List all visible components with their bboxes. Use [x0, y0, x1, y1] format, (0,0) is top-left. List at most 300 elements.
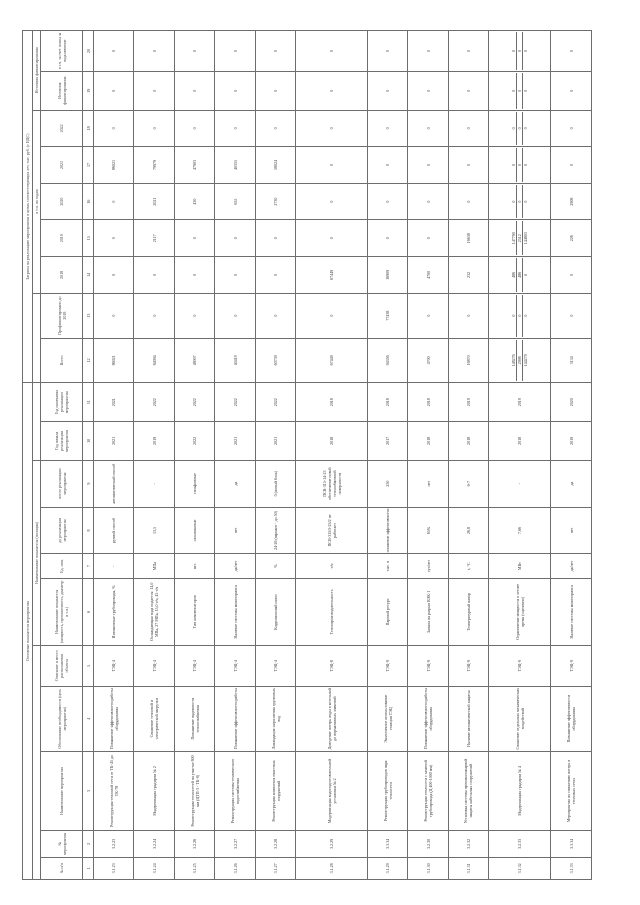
table-cell-name: Мероприятия по снижению потерь в тепловых сетях [551, 751, 592, 830]
rotated-table-wrapper [22, 30, 592, 880]
table-subcell: 0 [522, 73, 528, 109]
table-cell-source: 0 [367, 71, 407, 110]
table-cell-code: 3.2.27 [215, 831, 255, 857]
table-cell-y2022: 0 [94, 110, 134, 147]
table-cell-y2018: 0 [215, 257, 255, 294]
table-cell-source [489, 71, 551, 110]
table-cell-code: 3.3.34 [367, 831, 407, 857]
table-cell-y2021: 40355 [215, 147, 255, 184]
table-cell-source: 0 [215, 71, 255, 110]
table-cell-y2022: 0 [134, 110, 174, 147]
table-cell-purpose: Повышение эффективности работы оборудования [94, 686, 134, 751]
table-cell-end: 2019 [448, 383, 488, 422]
table-cell-after: - [134, 460, 174, 507]
table-row [551, 31, 592, 880]
table-cell-name: Модернизация градирни № 4 [489, 751, 551, 830]
table-cell-n: 3.1.27 [255, 857, 295, 879]
table-cell-y2018: 232 [448, 257, 488, 294]
column-number: 11 [83, 383, 94, 422]
sub-header-by-years: в т.ч. по годам [33, 110, 41, 293]
table-cell-y2020: 0 [408, 183, 448, 220]
table-cell-indicator: Температурный напор [448, 578, 488, 645]
table-cell-unit: - [94, 554, 134, 578]
table-cell-code: 3.2.32 [448, 831, 488, 857]
investment-program-table [22, 30, 592, 880]
table-cell-name: Реконструкция трубопроводов пара теплосети [367, 751, 407, 830]
table-cell-place: ТЭЦ-9 [489, 645, 551, 686]
table-subcell: 0 [522, 258, 528, 292]
table-cell-indicator: Теплопроизводительность [296, 578, 368, 645]
table-cell-before: 13,5 [134, 507, 174, 554]
table-subcell: 0 [522, 32, 528, 70]
table-cell-connect: 0 [94, 31, 134, 72]
table-cell-y2018: 67449 [296, 257, 368, 294]
table-cell-total: 67449 [296, 338, 368, 383]
table-cell-end: 2020 [551, 383, 592, 422]
table-cell-start: 2019 [551, 422, 592, 461]
column-number: 18 [83, 110, 94, 147]
table-cell-name: Реконструкция теплосети с заменой трубопровода (Д 400-1000 мм) [408, 751, 448, 830]
table-subcell: 0 [511, 49, 517, 52]
table-cell-name: Реконструкция системы технического водоснабжения [215, 751, 255, 830]
column-header: после реализации мероприятия [41, 460, 83, 507]
table-cell-after: ПСВ-315-14-23 обеспечение новой теплообменной поверхности [296, 460, 368, 507]
table-row [296, 31, 368, 880]
table-cell-start: 2021 [94, 422, 134, 461]
table-subcell: 148276 [511, 354, 517, 367]
table-cell-y2019: 0 [255, 220, 295, 257]
table-cell-after: 6-7 [448, 460, 488, 507]
table-subcell: 0 [516, 32, 522, 70]
sub-header-indicator: Наименование показателя (позиция) [33, 460, 41, 645]
column-number: 9 [83, 460, 94, 507]
table-cell-indicator: Паровой ресурс [367, 578, 407, 645]
table-cell-n: 3.1.32 [489, 857, 551, 879]
table-cell-n: 3.1.31 [448, 857, 488, 879]
table-cell-purpose: Повышение эффективности оборудования [551, 686, 592, 751]
table-cell-before: снижение эффективности [367, 507, 407, 554]
table-cell-y2021: 0 [551, 147, 592, 184]
table-row [489, 31, 551, 880]
column-header: № п/п [41, 857, 83, 879]
table-row [174, 31, 214, 880]
column-header: 2022 [41, 110, 83, 147]
table-cell-y2019: 16638 [448, 220, 488, 257]
table-cell-place: ТЭЦ-8 [296, 645, 368, 686]
table-cell-name: Модернизация градирни № 2 [134, 751, 174, 830]
table-cell-y2019: 0 [174, 220, 214, 257]
column-header: Всего [41, 338, 83, 383]
table-cell-total: 60739 [255, 338, 295, 383]
table-cell-name: Модернизация водоподготовительной установки № 2 [296, 751, 368, 830]
table-cell-indicator: Запасы на разрыв ВЭК-1 [408, 578, 448, 645]
table-cell-y2020: 655 [215, 183, 255, 220]
table-cell-purpose: Экологичное использование станции ТЭЦ [367, 686, 407, 751]
table-cell-y2021: 0 [408, 147, 448, 184]
table-cell-fin: 0 [448, 293, 488, 338]
table-cell-code: 3.2.28 [255, 831, 295, 857]
table-cell-code: 3.3.34 [551, 831, 592, 857]
table-cell-start: 2018 [296, 422, 368, 461]
column-number: 1 [83, 857, 94, 879]
table-cell-purpose: Снижение отдельных механических воздействий [489, 686, 551, 751]
table-cell-total: 3134 [551, 338, 592, 383]
table-row [448, 31, 488, 880]
table-cell-y2019 [489, 220, 551, 257]
table-cell-indicator: Наличие системы мониторинга [215, 578, 255, 645]
table-cell-indicator: Наличие системы мониторинга [551, 578, 592, 645]
table-cell-unit: МПа [134, 554, 174, 578]
column-header: Наименование мероприятия [41, 751, 83, 830]
table-cell-y2022 [489, 110, 551, 147]
table-cell-before: 24-26 (вариант - до 50) [255, 507, 295, 554]
column-header: в т.ч. за счет платы за подключение [41, 31, 83, 72]
table-cell-place: ТЭЦ-4 [255, 645, 295, 686]
table-cell-fin: 0 [551, 293, 592, 338]
table-cell-source: 0 [551, 71, 592, 110]
table-cell-end: 2018 [296, 383, 368, 422]
table-cell-n: 3.1.26 [215, 857, 255, 879]
table-cell-after: 250 [367, 460, 407, 507]
table-cell-indicator: Тип компенсаторов [174, 578, 214, 645]
column-header: 2018 [41, 257, 83, 294]
table-subcell: 0 [522, 112, 528, 146]
table-cell-y2021: 0 [448, 147, 488, 184]
table-subcell: 0 [511, 127, 517, 130]
table-cell-y2022: 0 [215, 110, 255, 147]
table-cell-connect: 0 [134, 31, 174, 72]
table-cell-n: 3.1.30 [408, 857, 448, 879]
table-cell-total: 86021 [94, 338, 134, 383]
column-header: Описание и место расположения объекта [41, 645, 83, 686]
table-cell-fin: 0 [408, 293, 448, 338]
table-cell-start: 2021 [215, 422, 255, 461]
table-cell-place: ТЭЦ-4 [215, 645, 255, 686]
table-cell-y2021: 79979 [134, 147, 174, 184]
table-row [367, 31, 407, 880]
table-cell-before: нет [551, 507, 592, 554]
table-cell-n: 3.1.23 [94, 857, 134, 879]
column-number: 10 [83, 422, 94, 461]
table-cell-place: ТЭЦ-9 [367, 645, 407, 686]
table-cell-indicator: Коррозионный износ [255, 578, 295, 645]
table-cell-connect: 0 [255, 31, 295, 72]
table-cell-y2021: 58024 [255, 147, 295, 184]
table-cell-total: 4700 [408, 338, 448, 383]
section-header-main: Основные показатели мероприятия [23, 383, 33, 880]
table-cell-unit: t, °C [448, 554, 488, 578]
table-cell-y2020: 2730 [255, 183, 295, 220]
table-cell-place: ТЭЦ-9 [408, 645, 448, 686]
table-cell-y2021 [489, 147, 551, 184]
table-cell-code: 3.2.23 [94, 831, 134, 857]
table-cell-connect [489, 31, 551, 72]
table-subcell: 486 [516, 258, 522, 292]
column-number: 16 [83, 183, 94, 220]
table-cell-y2020: 430 [174, 183, 214, 220]
column-number: 3 [83, 751, 94, 830]
table-cell-purpose: Повышение надежности теплоснабжения [174, 686, 214, 751]
table-subcell: 0 [516, 73, 522, 109]
table-cell-unit: тыс. ч [367, 554, 407, 578]
table-cell-y2018 [489, 257, 551, 294]
table-cell-y2020 [489, 183, 551, 220]
table-subcell: 0 [511, 200, 517, 203]
table-cell-place: ТЭЦ-4 [94, 645, 134, 686]
table-row [215, 31, 255, 880]
table-cell-source: 0 [94, 71, 134, 110]
column-number: 13 [83, 293, 94, 338]
table-cell-connect: 0 [215, 31, 255, 72]
table-cell-total: 94356 [367, 338, 407, 383]
table-cell-y2022: 0 [408, 110, 448, 147]
table-cell-start: 2021 [255, 422, 295, 461]
table-cell-source: 0 [408, 71, 448, 110]
table-cell-name: Реконструкция комплекса очистных сооружений [255, 751, 295, 830]
table-subcell: 0 [522, 148, 528, 182]
table-cell-y2019: 0 [367, 220, 407, 257]
table-row [408, 31, 448, 880]
table-cell-fin: 0 [134, 293, 174, 338]
table-cell-unit: да/нет [215, 554, 255, 578]
column-number-row [83, 31, 94, 880]
column-header: Обоснование необходимости (цель мероприятия) [41, 686, 83, 751]
table-cell-y2019: 0 [215, 220, 255, 257]
table-cell-after: да [551, 460, 592, 507]
table-cell-source: 0 [174, 71, 214, 110]
table-cell-start: 2018 [489, 422, 551, 461]
table-cell-y2022: 0 [551, 110, 592, 147]
table-cell-connect: 0 [448, 31, 488, 72]
table-cell-y2022: 0 [296, 110, 368, 147]
table-subcell: 0 [522, 295, 528, 337]
table-cell-after: сильфонные [174, 460, 214, 507]
table-cell-n: 3.1.33 [551, 857, 592, 879]
table-cell-total [489, 338, 551, 383]
table-cell-name: Реконструкция теплосетей на участке 800 мм (ЦТП-3 - ТК-9) [174, 751, 214, 830]
column-number: 4 [83, 686, 94, 751]
column-number: 8 [83, 507, 94, 554]
table-subcell: 0 [522, 185, 528, 219]
column-number: 17 [83, 147, 94, 184]
table-cell-n: 3.1.28 [296, 857, 368, 879]
table-cell-y2020: 0 [296, 183, 368, 220]
table-cell-connect: 0 [296, 31, 368, 72]
table-cell-unit: сут/нет [408, 554, 448, 578]
table-row [94, 31, 134, 880]
table-cell-y2020: 0 [448, 183, 488, 220]
table-subcell: 0 [516, 112, 522, 146]
table-cell-y2019: 0 [94, 220, 134, 257]
column-number: 2 [83, 831, 94, 857]
table-cell-y2022: 0 [174, 110, 214, 147]
table-cell-y2018: 4700 [408, 257, 448, 294]
table-cell-unit: т/ч [296, 554, 368, 578]
table-cell-connect: 0 [551, 31, 592, 72]
table-cell-code: 3.2.26 [174, 831, 214, 857]
table-cell-start: 2019 [134, 422, 174, 461]
table-cell-after: да [215, 460, 255, 507]
table-cell-start: 2018 [448, 422, 488, 461]
table-cell-y2020: 0 [94, 183, 134, 220]
table-cell-total: 48007 [174, 338, 214, 383]
table-cell-y2019: 0 [408, 220, 448, 257]
table-cell-indicator: Охлаждающая вода подается: 14,0 МПа, 27 МПа, 15,0 т/ч, 45 т/ч [134, 578, 174, 645]
table-subcell: 486 [511, 271, 517, 278]
table-cell-end: 2019 [489, 383, 551, 422]
column-header: 2021 [41, 147, 83, 184]
table-cell-y2018: 16909 [367, 257, 407, 294]
column-header: Профинансировано до 2018 [41, 293, 83, 338]
table-cell-y2020: 2021 [134, 183, 174, 220]
table-cell-after: 0 (новый блок) [255, 460, 295, 507]
column-number: 20 [83, 31, 94, 72]
table-cell-place: ТЭЦ-4 [134, 645, 174, 686]
table-cell-source: 0 [296, 71, 368, 110]
table-subcell: 144279 [522, 340, 528, 382]
table-cell-purpose: Ликвидация загрязнения грунтовых вод [255, 686, 295, 751]
table-cell-y2018: 0 [134, 257, 174, 294]
table-cell-purpose: Повышение эффективности работы оборудования [408, 686, 448, 751]
table-row [134, 31, 174, 880]
table-cell-end: 2022 [174, 383, 214, 422]
table-cell-purpose: Снижение тепловой и электрической нагрузки [134, 686, 174, 751]
table-cell-after: - [489, 460, 551, 507]
table-cell-source: 0 [448, 71, 488, 110]
table-cell-place: ТЭЦ-9 [448, 645, 488, 686]
table-cell-before: 7,66 [489, 507, 551, 554]
table-cell-start: 2022 [174, 422, 214, 461]
table-cell-connect: 0 [367, 31, 407, 72]
table-cell-connect: 0 [174, 31, 214, 72]
table-cell-fin: 0 [94, 293, 134, 338]
table-cell-y2020: 0 [367, 183, 407, 220]
table-cell-code: 3.2.24 [134, 831, 174, 857]
table-cell-y2020: 2908 [551, 183, 592, 220]
table-cell-before: 26,8 [448, 507, 488, 554]
table-cell-code: 3.2.29 [296, 831, 368, 857]
table-cell-unit: да/нет [551, 554, 592, 578]
table-cell-fin [489, 293, 551, 338]
table-cell-code: 3.2.33 [489, 831, 551, 857]
column-header: Источник финансирования [41, 71, 83, 110]
column-header: до реализации мероприятия [41, 507, 83, 554]
table-cell-total: 84094 [134, 338, 174, 383]
table-cell-y2021: 47903 [174, 147, 214, 184]
table-cell-y2021: 86021 [94, 147, 134, 184]
column-header: Год начала реализации мероприятия [41, 422, 83, 461]
table-cell-source: 0 [255, 71, 295, 110]
column-header: 2019 [41, 220, 83, 257]
column-number: 12 [83, 338, 94, 383]
table-cell-y2022: 0 [255, 110, 295, 147]
column-header: № мероприятия [41, 831, 83, 857]
table-cell-after: автоматический способ [94, 460, 134, 507]
column-number: 15 [83, 220, 94, 257]
table-row [255, 31, 295, 880]
table-cell-after: нет [408, 460, 448, 507]
table-cell-unit: % [255, 554, 295, 578]
table-cell-n: 3.1.25 [174, 857, 214, 879]
table-cell-before: нет [215, 507, 255, 554]
table-cell-total: 16870 [448, 338, 488, 383]
table-cell-fin: 0 [174, 293, 214, 338]
table-cell-name: Установка системы противопожарной защиты кабельных сооружений [448, 751, 488, 830]
table-subcell: 144803 [522, 221, 528, 255]
column-header: 2020 [41, 183, 83, 220]
table-cell-place: ТЭЦ-9 [551, 645, 592, 686]
table-cell-y2021: 0 [367, 147, 407, 184]
table-cell-purpose: Доведение потерь воды в котельной до нормативных значений [296, 686, 368, 751]
table-cell-y2021: 0 [296, 147, 368, 184]
table-cell-fin: 0 [255, 293, 295, 338]
table-cell-y2018: 0 [551, 257, 592, 294]
table-subcell: 0 [511, 314, 517, 317]
table-cell-purpose: Наличие автоматической защиты [448, 686, 488, 751]
sub-header-fin: Источник финансирования [33, 31, 41, 111]
table-subcell: 0 [511, 164, 517, 166]
table-cell-y2019: 2117 [134, 220, 174, 257]
table-cell-connect: 0 [408, 31, 448, 72]
column-header: Наименование показателя (мощность, протяженность, диаметр и т.п.) [41, 578, 83, 645]
table-subcell: 0 [516, 148, 522, 182]
column-header: Год окончания реализации мероприятия [41, 383, 83, 422]
column-number: 14 [83, 257, 94, 294]
column-header-row [41, 31, 83, 880]
table-cell-indicator: Изношенные трубопроводы, % [94, 578, 134, 645]
table-cell-total: 40419 [215, 338, 255, 383]
table-cell-n: 3.1.29 [367, 857, 407, 879]
table-cell-before: сальниковые [174, 507, 214, 554]
table-cell-end: 2021 [94, 383, 134, 422]
table-subcell: 0 [511, 89, 517, 92]
table-cell-place: ТЭЦ-4 [174, 645, 214, 686]
table-cell-purpose: Повышение эффективности работы [215, 686, 255, 751]
table-subcell: 0 [516, 295, 522, 337]
table-cell-y2022: 0 [448, 110, 488, 147]
table-subcell: 0 [516, 185, 522, 219]
table-cell-indicator: Ограничение мощности в летнее время (оценочно) [489, 578, 551, 645]
table-body [94, 31, 592, 880]
table-cell-end: 2022 [134, 383, 174, 422]
column-number: 19 [83, 71, 94, 110]
table-cell-y2018: 0 [94, 257, 134, 294]
table-cell-before: ПСВ-315/5-25/2 не работает [296, 507, 368, 554]
section-header-costs: Затраты на реализацию мероприятия в ценах соответствующих лет, тыс. руб. (с НДС) [23, 31, 33, 383]
column-header: Ед. изм. [41, 554, 83, 578]
table-cell-name: Реконструкция тепловой сети от ТК-45 до ТК-78 [94, 751, 134, 830]
column-number: 5 [83, 645, 94, 686]
table-cell-end: 2018 [408, 383, 448, 422]
table-cell-y2018: 0 [255, 257, 295, 294]
table-cell-source: 0 [134, 71, 174, 110]
table-cell-y2018: 0 [174, 257, 214, 294]
table-subcell: 147790 [511, 232, 517, 245]
table-cell-fin: 0 [296, 293, 368, 338]
table-cell-y2019: 226 [551, 220, 592, 257]
table-subcell: 2512 [516, 221, 522, 255]
table-cell-end: 2018 [367, 383, 407, 422]
table-cell-y2019: 0 [296, 220, 368, 257]
table-cell-unit: шт. [174, 554, 214, 578]
column-number: 6 [83, 578, 94, 645]
table-subcell: 2998 [516, 340, 522, 382]
table-cell-end: 2022 [255, 383, 295, 422]
table-cell-unit: МВт [489, 554, 551, 578]
column-number: 7 [83, 554, 94, 578]
table-cell-n: 3.1.24 [134, 857, 174, 879]
table-cell-end: 2022 [215, 383, 255, 422]
